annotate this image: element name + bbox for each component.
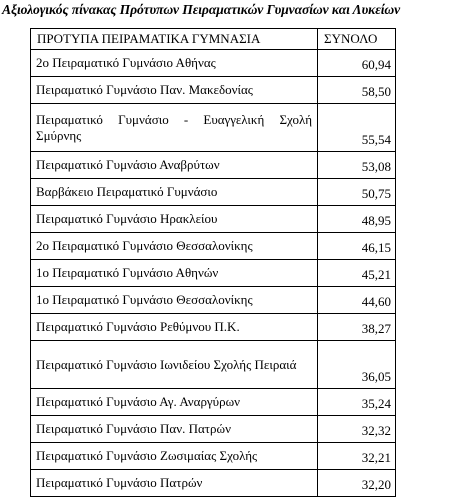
- total-score-cell: 44,60: [318, 287, 396, 314]
- table-row: [31, 50, 396, 77]
- total-score-cell: 32,32: [318, 416, 396, 443]
- total-score-cell: 53,08: [318, 152, 396, 179]
- school-name-cell: Πειραματικό Γυμνάσιο Ζωσιμαίας Σχολής: [31, 443, 318, 470]
- total-score-cell: 50,75: [318, 179, 396, 206]
- table-row: [31, 314, 396, 341]
- school-name-cell: 2ο Πειραματικό Γυμνάσιο Αθήνας: [31, 50, 318, 77]
- table-row: [31, 341, 396, 389]
- document-title: Αξιολογικός πίνακας Πρότυπων Πειραματικών Γυμνασίων και Λυκείων: [2, 2, 401, 17]
- table-row: [31, 179, 396, 206]
- school-name-cell: Πειραματικό Γυμνάσιο Αναβρύτων: [31, 152, 318, 179]
- results-table: [30, 28, 396, 497]
- table-row: [31, 104, 396, 152]
- school-name-cell: Πειραματικό Γυμνάσιο Παν. Πατρών: [31, 416, 318, 443]
- school-name-cell: Πειραματικό Γυμνάσιο Παν. Μακεδονίας: [31, 77, 318, 104]
- table-row: [31, 206, 396, 233]
- school-name-cell: Πειραματικό Γυμνάσιο Ιωνιδείου Σχολής Πειραιά: [31, 341, 318, 389]
- total-score-cell: 60,94: [318, 50, 396, 77]
- school-name-cell: Πειραματικό Γυμνάσιο Αγ. Αναργύρων: [31, 389, 318, 416]
- table-row: [31, 287, 396, 314]
- table-row: [31, 416, 396, 443]
- school-name-cell: 1ο Πειραματικό Γυμνάσιο Θεσσαλονίκης: [31, 287, 318, 314]
- total-score-cell: 32,20: [318, 470, 396, 497]
- school-name-cell: Βαρβάκειο Πειραματικό Γυμνάσιο: [31, 179, 318, 206]
- school-name-cell: 2ο Πειραματικό Γυμνάσιο Θεσσαλονίκης: [31, 233, 318, 260]
- table-row: [31, 389, 396, 416]
- school-name-cell: Πειραματικό Γυμνάσιο Ηρακλείου: [31, 206, 318, 233]
- table-row: [31, 443, 396, 470]
- column-header-school: ΠΡΟΤΥΠΑ ΠΕΙΡΑΜΑΤΙΚΑ ΓΥΜΝΑΣΙΑ: [31, 29, 318, 50]
- total-score-cell: 55,54: [318, 104, 396, 152]
- table-row: [31, 152, 396, 179]
- school-name-cell: 1ο Πειραματικό Γυμνάσιο Αθηνών: [31, 260, 318, 287]
- column-header-total: ΣΥΝΟΛΟ: [318, 29, 396, 50]
- table-row: [31, 260, 396, 287]
- table-row: [31, 77, 396, 104]
- table-row: [31, 470, 396, 497]
- table-header-row: [31, 29, 396, 50]
- total-score-cell: 36,05: [318, 341, 396, 389]
- total-score-cell: 46,15: [318, 233, 396, 260]
- total-score-cell: 32,21: [318, 443, 396, 470]
- total-score-cell: 58,50: [318, 77, 396, 104]
- school-name-cell: Πειραματικό Γυμνάσιο Πατρών: [31, 470, 318, 497]
- total-score-cell: 45,21: [318, 260, 396, 287]
- total-score-cell: 48,95: [318, 206, 396, 233]
- total-score-cell: 38,27: [318, 314, 396, 341]
- table-row: [31, 233, 396, 260]
- total-score-cell: 35,24: [318, 389, 396, 416]
- school-name-cell: Πειραματικό Γυμνάσιο Ρεθύμνου Π.Κ.: [31, 314, 318, 341]
- school-name-cell: Πειραματικό Γυμνάσιο - Ευαγγελική Σχολή Σμύρνης: [31, 104, 318, 152]
